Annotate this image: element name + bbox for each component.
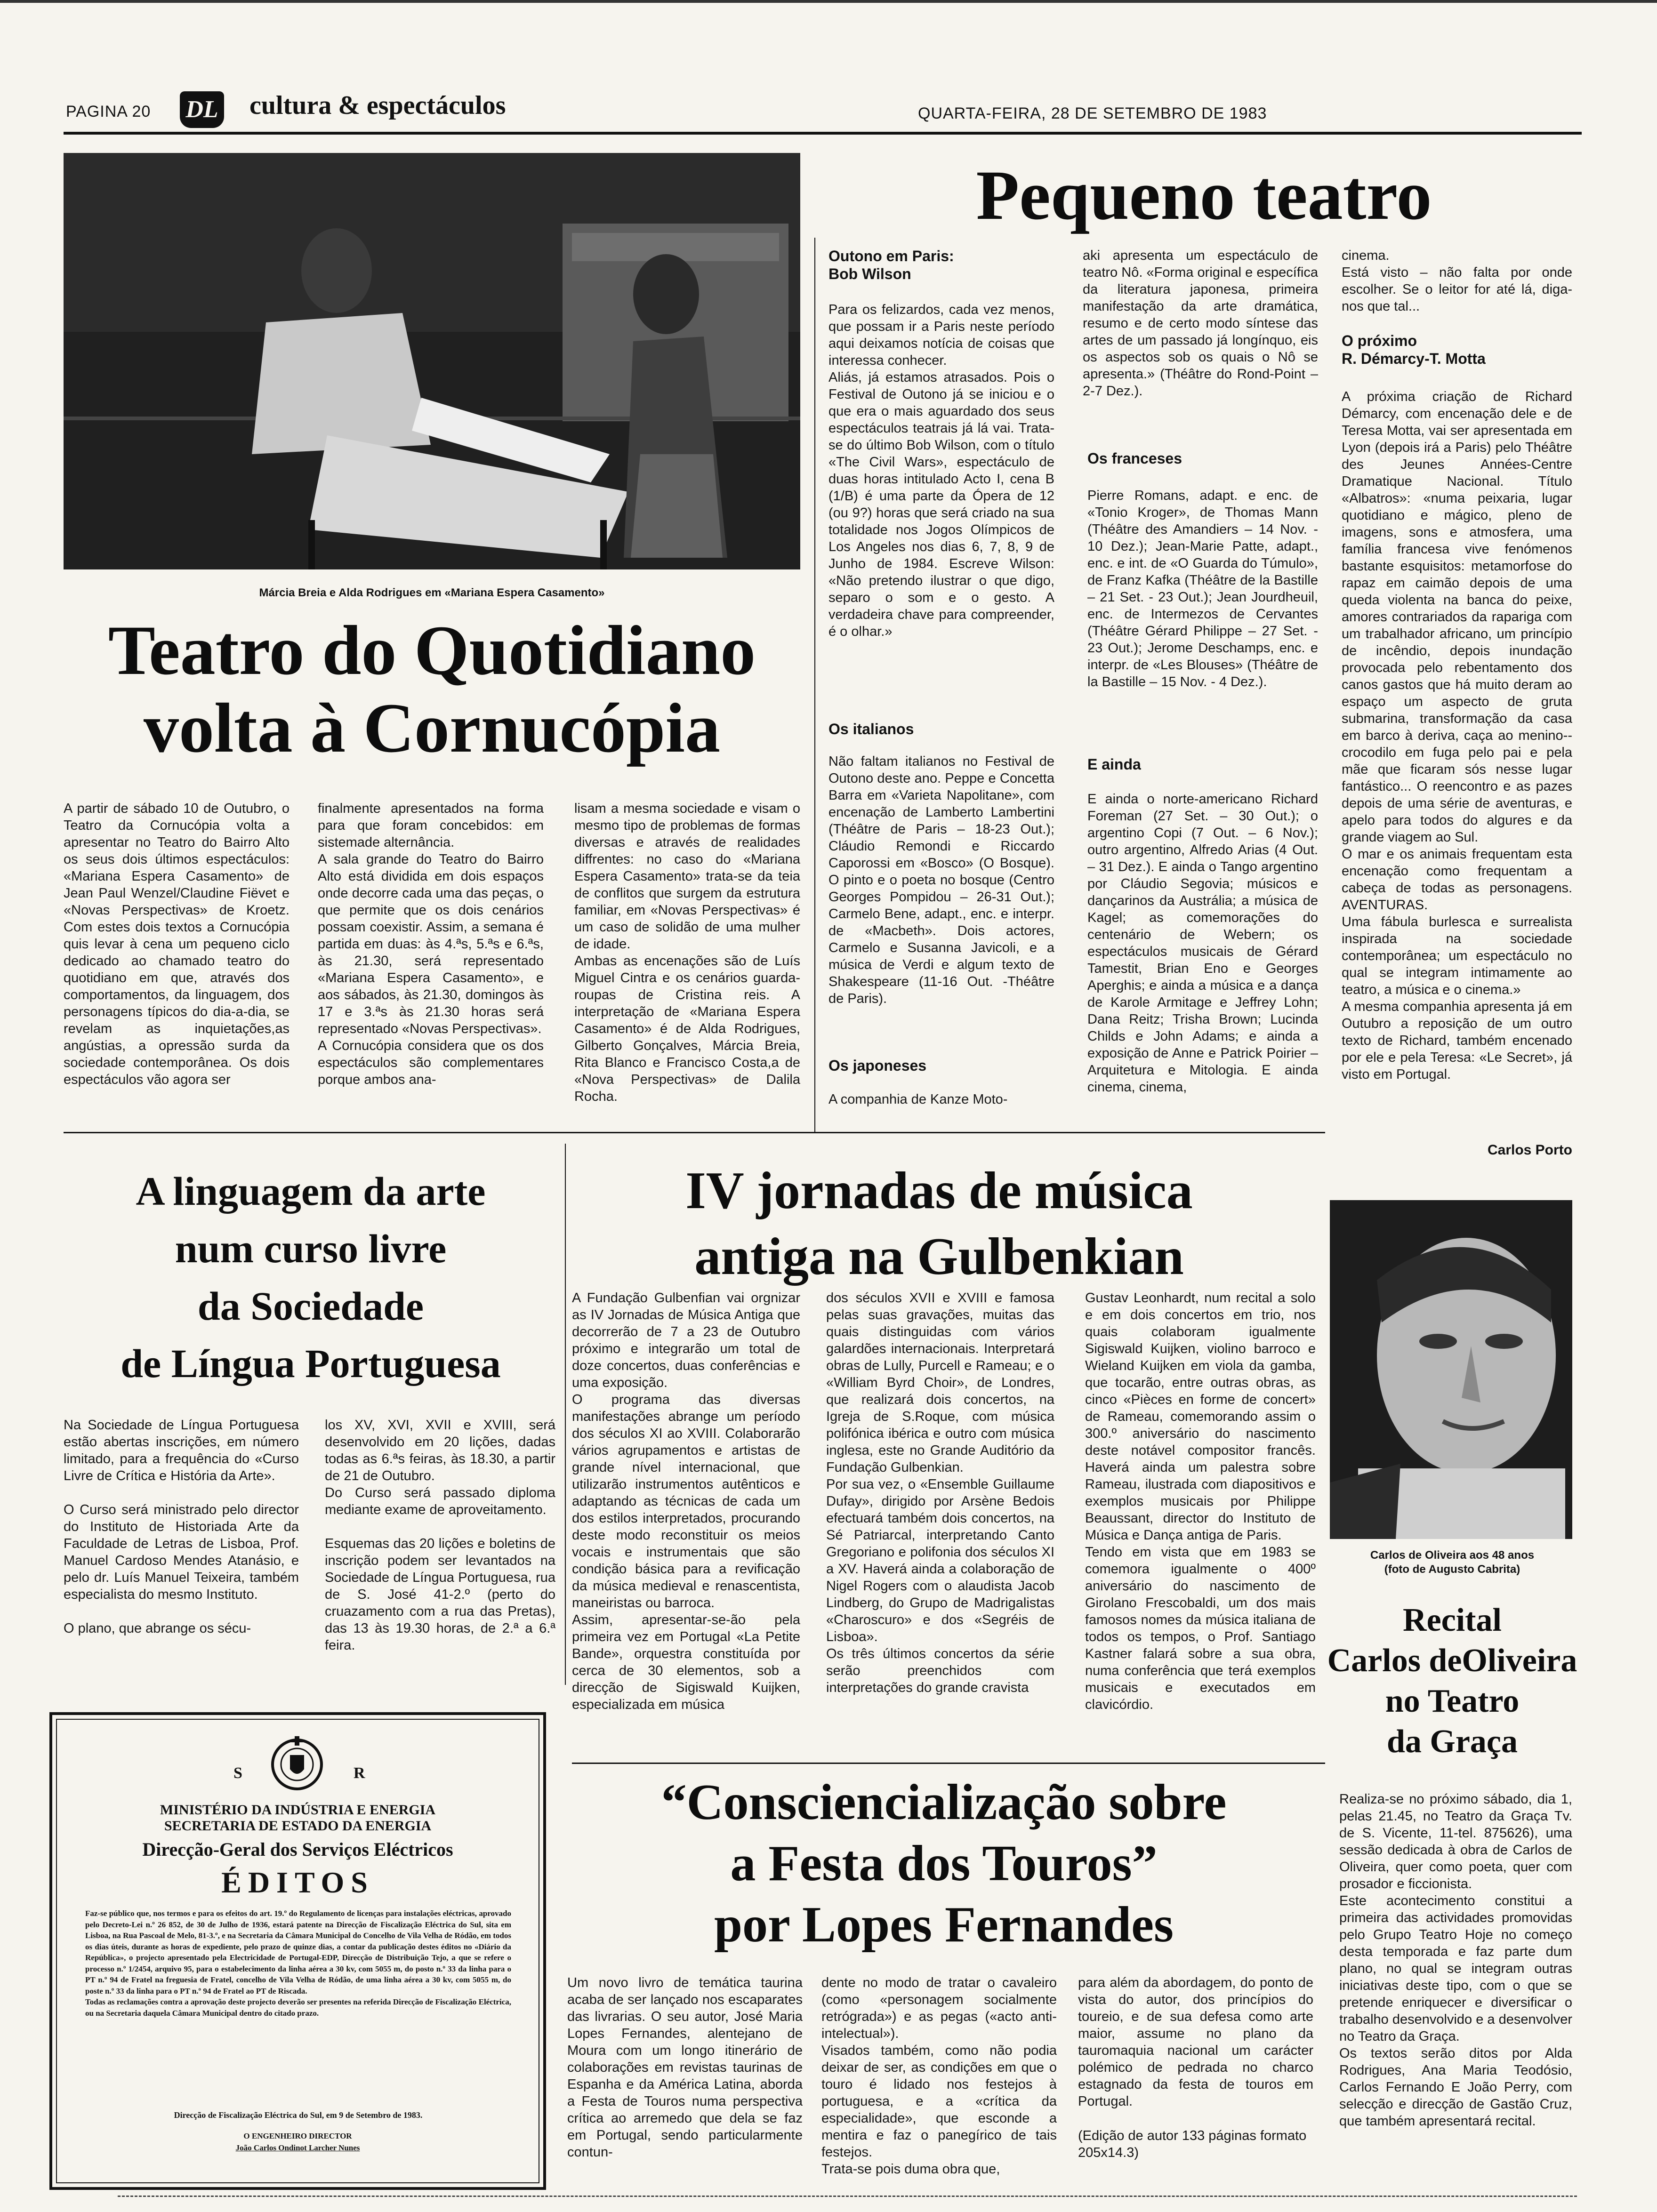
pequeno-col1-p1: Para os felizardos, cada vez menos, que possam ir a Paris neste período aqui deixamos notícia de coisas que interessa conhecer. Aliás, já estamos atrasados. Pois o Festival de Outono já se iniciou e o que era o mais aguardado dos seus espectáculos teatrais já lá vai. Trata-se do último Bob Wilson, com o título «The Civil Wars», espectáculo de duas horas intitulado Acto I, cena B (1/B) é uma parte da Ópera de 12 (ou 9?) horas que será criado na sua totalidade nos Jogos Olímpicos de Los Angeles nos dias 6, 7, 8, 9 de Junho de 1984. Escreve Wilson: «Não pretendo ilustrar o que digo, separo o som e o gesto. A verdadeira chave para compreender, é o olhar.»: [828, 302, 1054, 639]
pequeno-sub-bob-wilson: Outono em Paris: Bob Wilson: [828, 248, 954, 282]
linguagem-right-rule: [565, 1144, 566, 1685]
portrait-drawing: [1330, 1200, 1572, 1539]
pequeno-sub-franceses: Os franceses: [1087, 450, 1182, 467]
recital-headline: Recital Carlos deOliveira no Teatro da Graça: [1327, 1602, 1577, 1760]
bottom-edge-strip: [118, 2196, 1577, 2202]
edital-date-line: Direcção de Fiscalização Eléctrica do Sul, em 9 de Setembro de 1983.: [174, 2110, 423, 2120]
jornadas-col1: A Fundação Gulbenfian vai orgnizar as IV Jornadas de Música Antiga que decorrerão de 7 a 23 de Outubro próximo e integrarão um total de doze concertos, duas conferências e uma exposição. O programa das diversas manifestações abrange um período dos séculos XI ao XVIII. Colaborarão vários agrupamentos e artistas de grande nível internacional, que utilizarão instrumentos autênticos e adaptando as técnicas de cada um dos estilos interpretados, procurando deste modo reconstituir os meios vocais e instrumentais que são condição básica para a revificação da música medieval e renascentista, maneiristas ou barroca. Assim, apresentar-se-ão pela primeira vez em Portugal «La Petite Bande», orquestra constituída por cerca de 30 elementos, sob a direcção de Sigiswald Kuijken, especializada em música: [572, 1290, 800, 1712]
cornucopia-headline: Teatro do Quotidiano volta à Cornucópia: [108, 611, 756, 767]
section-title: cultura & espectáculos: [249, 91, 506, 120]
coat-of-arms-icon: [266, 1734, 328, 1795]
masthead-rule: [64, 132, 1582, 135]
touros-col1: Um novo livro de temática taurina acaba de ser lançado nos escaparates das livrarias. O seu autor, José Maria Lopes Fernandes, alentejano de Moura com um longo itinerário de colaborações em revistas taurinas de Espanha e da América Latina, aborda a Festa de Touros numa perspectiva crítica ao arremedo que dela se faz em Portugal, sendo particularmente contun-: [567, 1975, 807, 2160]
pequeno-col2-p2: Pierre Romans, adapt. e enc. de «Tonio Kroger», de Thomas Mann (Théâtre des Amandiers – 14 Nov. - 10 Dez.); Jean-Marie Patte, adapt., enc. e int. de «O Guarda do Túmulo», de Franz Kafka (Théâtre de la Bastille – 21 Set. - 23 Out.); Jean Jourdheuil, enc. de Intermezos de Cervantes (Théâtre Gérard Philippe – 27 Set. - 23 Out.); Jerome Deschamps, enc. e interpr. de «Les Blouses» (Théâtre de la Bastille – 15 Nov. - 4 Dez.).: [1087, 488, 1322, 689]
pequeno-col1-p2: Não faltam italianos no Festival de Outono deste ano. Peppe e Concetta Barra em «Varieta Napolitane», com encenação de Lamberto Lambertini (Théâtre de Paris – 18-23 Out.); Cláudio Remondi e Riccardo Caporossi em «Bosco» (O Bosque). O pinto e o poeta no bosque (Centro Georges Pompidou – 26-31 Out.); Carmelo Bene, adapt., enc. e interpr. de «Macbeth». Dois actores, Carmelo e Susanna Javicoli, e a música de Verdi e algum texto de Shakespeare (11-16 Out. -Théâtre de Paris).: [828, 754, 1059, 1006]
pequeno-col1-p3: A companhia de Kanze Moto-: [828, 1092, 1008, 1107]
page-number: PAGINA 20: [66, 103, 151, 120]
pequeno-headline: Pequeno teatro: [976, 156, 1432, 234]
touros-col2: dente no modo de tratar o cavaleiro (como «personagem socialmente retrógrada») e as pegas («acto anti-intelectual»). Visados também, como não podia deixar de ser, as condições em que o touro é lidado nos festejos à portuguesa, e a «crítica da especialidade», que esconde a mentira e faz o panegírico de tais festejos. Trata-se pois duma obra que,: [821, 1975, 1057, 2177]
pequeno-bottom-rule: [572, 1132, 1325, 1133]
edital-direccao: Direcção-Geral dos Serviços Eléctricos: [142, 1839, 453, 1860]
pequeno-byline: Carlos Porto: [1487, 1142, 1572, 1158]
linguagem-col1: Na Sociedade de Língua Portuguesa estão abertas inscrições, em número limitado, para a frequência do «Curso Livre de Crítica e História da Arte». O Curso será ministrado pelo director do Instituto de Historiada Arte da Faculdade de Letras de Lisboa, Prof. Manuel Cardoso Mendes Atanásio, e pelo dr. Luís Manuel Teixeira, também especialista do mesmo Instituto. O plano, que abrange os sécu-: [64, 1418, 299, 1636]
pequeno-col2-p1: aki apresenta um espectáculo de teatro Nô. «Forma original e específica da literatura japonesa, primeira manifestação da arte dramática, resumo e de certo modo síntese das artes de um passado já longínquo, eis os aspectos sob os quais o Nô se apresenta.» (Théâtre do Rond-Point – 2-7 Dez.).: [1083, 248, 1322, 399]
recital-body: Realiza-se no próximo sábado, dia 1, pelas 21.45, no Teatro da Graça Tv. de S. Vicente, 11-tel. 875626), uma sessão dedicada à obra de Carlos de Oliveira, quer como poeta, quer com prosador e ficcionista. Este acontecimento constitui a primeira das actividades promovidas pelo Grupo Teatro Hoje no começo desta temporada e faz parte dum plano, no qual se integram outras iniciativas deste tipo, com o que se pretende enriquecer e diversificar o trabalho desenvolvido e a desenvolver no Teatro da Graça. Os textos serão ditos por Alda Rodrigues, Ana Maria Teodósio, Carlos Fernando E João Perry, com selecção e direcção de Gastão Cruz, que também apresentará recital.: [1339, 1792, 1572, 2129]
touros-note: (Edição de autor 133 páginas formato 205x14.3): [1078, 2128, 1311, 2160]
linguagem-col2: los XV, XVI, XVII e XVIII, será desenvolvido em 20 lições, dadas todas as 6.ªs feiras, às 18.30, a partir de 21 de Outubro. Do Curso será passado diploma mediante exame de aproveitamento. Esquemas das 20 lições e boletins de inscrição podem ser levantados na Sociedade de Língua Portuguesa, rua de S. José 41-2.º (perto do cruazamento com a rua das Pretas), das 13 às 19.30 horas, de 2.ª a 6.ª feira.: [325, 1418, 555, 1653]
edital-title: ÉDITOS: [221, 1866, 374, 1899]
pequeno-col-rule-1: [814, 238, 815, 1132]
issue-date: QUARTA-FEIRA, 28 DE SETEMBRO DE 1983: [918, 104, 1267, 122]
portrait-caption: Carlos de Oliveira aos 48 anos (foto de Augusto Cabrita): [1370, 1549, 1535, 1576]
edital-ministry: MINISTÉRIO DA INDÚSTRIA E ENERGIA SECRETARIA DE ESTADO DA ENERGIA: [160, 1802, 436, 1834]
portrait-photo: [1330, 1200, 1572, 1539]
seal-left-letter: S: [233, 1764, 242, 1782]
touros-headline: “Consciencialização sobre a Festa dos Touros” por Lopes Fernandes: [661, 1774, 1227, 1953]
pequeno-col3-p1: cinema. Está visto – não falta por onde escolher. Se o leitor for até lá, diga-nos que tal...: [1342, 248, 1572, 314]
pequeno-col3-p2: A próxima criação de Richard Démarcy, com encenação dele e de Teresa Motta, vai ser apresentada em Lyon (depois irá a Paris) pelo Théâtre des Jeunes Années-Centre Dramatique Nacional. Título «Albatros»: «numa peixaria, lugar quotidiano e mágico, pleno de imagens, sons e atmosfera, uma família francesa vive fenómenos bastante esquisitos: metamorfose do rapaz em caimão depois de uma queda violenta na banca do peixe, amores contrariados da rapariga com um trabalhador africano, um princípio de incêndio, depois inundação provocada pelo rebentamento dos canos gastos que há muito deram ao espaço um aspecto de gruta submarina, transformação da casa em barco à deriva, caça ao menino--crocodilo em fuga pelo pai e pela mãe que ficaram sós nesse lugar fantástico... O reencontro e as pazes depois de uma série de aventuras, e apelo para todos do algures e da grande viagem ao Sul. O mar e os animais frequentam esta encenação como frequentam a cabeça de todas as personagens. AVENTURAS. Uma fábula burlesca e surrealista inspirada na sociedade contemporânea; um espectáculo no qual se integram intimamente ao teatro, a música e o cinema.» A mesma companhia apresenta já em Outubro a reposição de um outro texto de Richard, também encenado por ele e pela Teresa: «Le Secret», já visto em Portugal.: [1342, 389, 1572, 1082]
pequeno-col2-p3: E ainda o norte-americano Richard Foreman (27 Set. – 30 Out.); o argentino Copi (7 Out. – 6 Nov.); outro argentino, Alfredo Arias (4 Out. – 31 Dez.). E ainda o Tango argentino por Cláudio Segovia; músicos e dançarinos da Austrália; a música de Kagel; as comemorações do centenário de Webern; os espectáculos musicais de Gérard Tamestit, Brian Eno e Georges Aperghis; e ainda a música e a dança de Karole Armitage e Jeffrey Lohn; Dana Reitz; Trisha Brown; Lucinda Childs e John Adams; e ainda a exposição de Anne e Patrick Poirier – Arquitetura e Mitologia. E ainda cinema, cinema,: [1087, 792, 1322, 1095]
jornadas-col2: dos séculos XVII e XVIII e famosa pelas suas gravações, muitas das quais distinguidas com vários galardões internacionais. Interpretará obras de Lully, Purcell e Rameau; e o «William Byrd Choir», de Londres, que realizará dois concertos, na Igreja de S.Roque, com música polifónica ibérica e outro com música inglesa, este no Grande Auditório da Fundação Gulbenkian. Por sua vez, o «Ensemble Guillaume Dufay», dirigido por Arsène Bedois efectuará também dois concertos, na Sé Patriarcal, interpretando Canto Gregoriano e polifonia dos séculos XI a XV. Haverá ainda a colaboração de Nigel Rogers com o alaudista Jacob Lindberg, do Grupo de Madrigalistas «Charoscuro» e dos «Segréis de Lisboa». Os três últimos concertos da série serão preenchidos com interpretações do grande cravista: [826, 1290, 1054, 1695]
touros-col3: para além da abordagem, do ponto de vista do autor, dos princípios do toureio, e de sua defesa como arte maior, assume no plano da tauromaquia nacional um carácter polémico de pedrada no charco estagnado da festa de touros em Portugal.: [1078, 1975, 1318, 2109]
jornadas-headline: IV jornadas de música antiga na Gulbenkian: [685, 1162, 1193, 1286]
cornucopia-col2: finalmente apresentados na forma para que foram concebidos: em sistemade alternância. A sala grande do Teatro do Bairro Alto está dividida em dois espaços onde decorre cada uma das peças, o que permite que os dois cenários possam coexistir. Assim, a semana é partida em duas: às 4.ªs, 5.ªs e 6.ªs, às 21.30, será representado «Mariana Espera Casamento», e aos sábados, às 21.30, domingos às 17 e 3.ªs às 21.30 horas será representado «Novas Perspectivas». A Cornucópia considera que os dos espectáculos são complementares porque ambos ana-: [318, 801, 544, 1087]
theatre-photo: [64, 153, 800, 569]
top-edge-rule: [0, 0, 1657, 3]
pequeno-sub-japoneses: Os japoneses: [828, 1057, 927, 1074]
cornucopia-col3: lisam a mesma sociedade e visam o mesmo tipo de problemas de formas diversas e através de realidades diffrentes: no caso do «Mariana Espera Casamento» trata-se da teia de conflitos que surgem da estrutura familiar, em «Novas Perspectivas» é um caso de solidão de uma mulher de idade. Ambas as encenações são de Luís Miguel Cintra e os cenários guarda-roupas de Cristina reis. A interpretação de «Mariana Espera Casamento» é de Alda Rodrigues, Gilberto Gonçalves, Márcia Breia, Rita Blanco e Francisco Costa,a de «Nova Perspectivas» de Dalila Rocha.: [574, 801, 800, 1104]
seal-right-letter: R: [354, 1764, 365, 1782]
pequeno-sub-e-ainda: E ainda: [1087, 756, 1141, 773]
edital-box: [49, 1712, 546, 2190]
jornadas-col3: Gustav Leonhardt, num recital a solo e em dois concertos em trio, nos quais colaboram igualmente Sigiswald Kuijken, violino barroco e Wieland Kuijken em viola da gamba, que tocarão, entre outras obras, as cinco «Pièces en forme de concert» de Rameau, comemorando assim o 300.º aniversário do nascimento deste notável compositor francês. Haverá ainda um palestra sobre Rameau, ilustrada com diapositivos e exemplos musicais por Philippe Beaussant, director do Instituto de Música e Dança antiga de Paris. Tendo em vista que em 1983 se comemora igualmente o 400º aniversário do nascimento de Girolano Frescobaldi, um dos mais famosos nomes da música italiana de todos os tempos, o Prof. Santiago Kastner falará sobre a sua obra, numa conferência que terá exemplos musicais e executados em clavicórdio.: [1085, 1290, 1316, 1712]
edital-signer-title: O ENGENHEIRO DIRECTOR: [243, 2132, 352, 2140]
jornadas-bottom-rule: [572, 1763, 1325, 1764]
edital-signer-name: João Carlos Ondinot Larcher Nunes: [235, 2143, 360, 2152]
masthead-logo-icon: DL: [180, 91, 224, 128]
theatre-photo-drawing: [64, 153, 800, 569]
photo-caption: Márcia Breia e Alda Rodrigues em «Mariana Espera Casamento»: [259, 586, 605, 599]
pequeno-sub-italianos: Os italianos: [828, 721, 914, 737]
cornucopia-col1: A partir de sábado 10 de Outubro, o Teatro da Cornucópia volta a apresentar no Teatro do Bairro Alto os seus dois últimos espectáculos: «Mariana Espera Casamento» de Jean Paul Wenzel/Claudine Fiëvet e «Novas Perspectivas» de Kroetz. Com estes dois textos a Cornucópia quis levar à cena um pequeno ciclo dedicado ao chamado teatro do quotidiano em que, através dos comportamentos, da linguagem, dos personagens típicos do dia-a-dia, se revelam as inquietações,as angústias, a opressão surda da sociedade contemporânea. Os dois espectáculos vão agora ser: [64, 801, 294, 1087]
edital-body: Faz-se público que, nos termos e para os efeitos do art. 19.º do Regulamento de licenças para instalações eléctricas, aprovado pelo Decreto-Lei n.º 26 852, de 30 de Julho de 1936, estará patente na Direcção de Fiscalização Eléctrica do Sul, sita em Lisboa, na Rua Pascoal de Melo, 81-3.º, e na Secretaria da Câmara Municipal do Concelho de Vila Velha de Ródão, em todos os dias úteis, durante as horas de expediente, pelo prazo de quinze dias, a contar da publicação destes éditos no «Diário da República», o projecto apresentado pela Electricidade de Portugal-EDP, Direcção de Distribuição Tejo, a que se refere o processo n.º 1/2454, arquivo 95, para o estabelecimento da linha aérea a 30 kv, com 5055 m, do posto n.º 33 da linha para o PT n.º 94 de Fratel na freguesia de Fratel, concelho de Vila Velha de Ródão, de uma linha aérea a 30 kv, com 5055 m, do poste n.º 33 da linha para o PT n.º 94 de Fratel ao PT de Riscada. Todas as reclamações contra a aprovação deste projecto deverão ser presentes na referida Direcção de Fiscalização Eléctrica, ou na Secretaria daquela Câmara Municipal dentro do citado prazo.: [85, 1909, 511, 2018]
linguagem-headline: A linguagem da arte num curso livre da Sociedade de Língua Portuguesa: [121, 1169, 501, 1386]
pequeno-sub-proximo: O próximo R. Démarcy-T. Motta: [1342, 332, 1486, 367]
